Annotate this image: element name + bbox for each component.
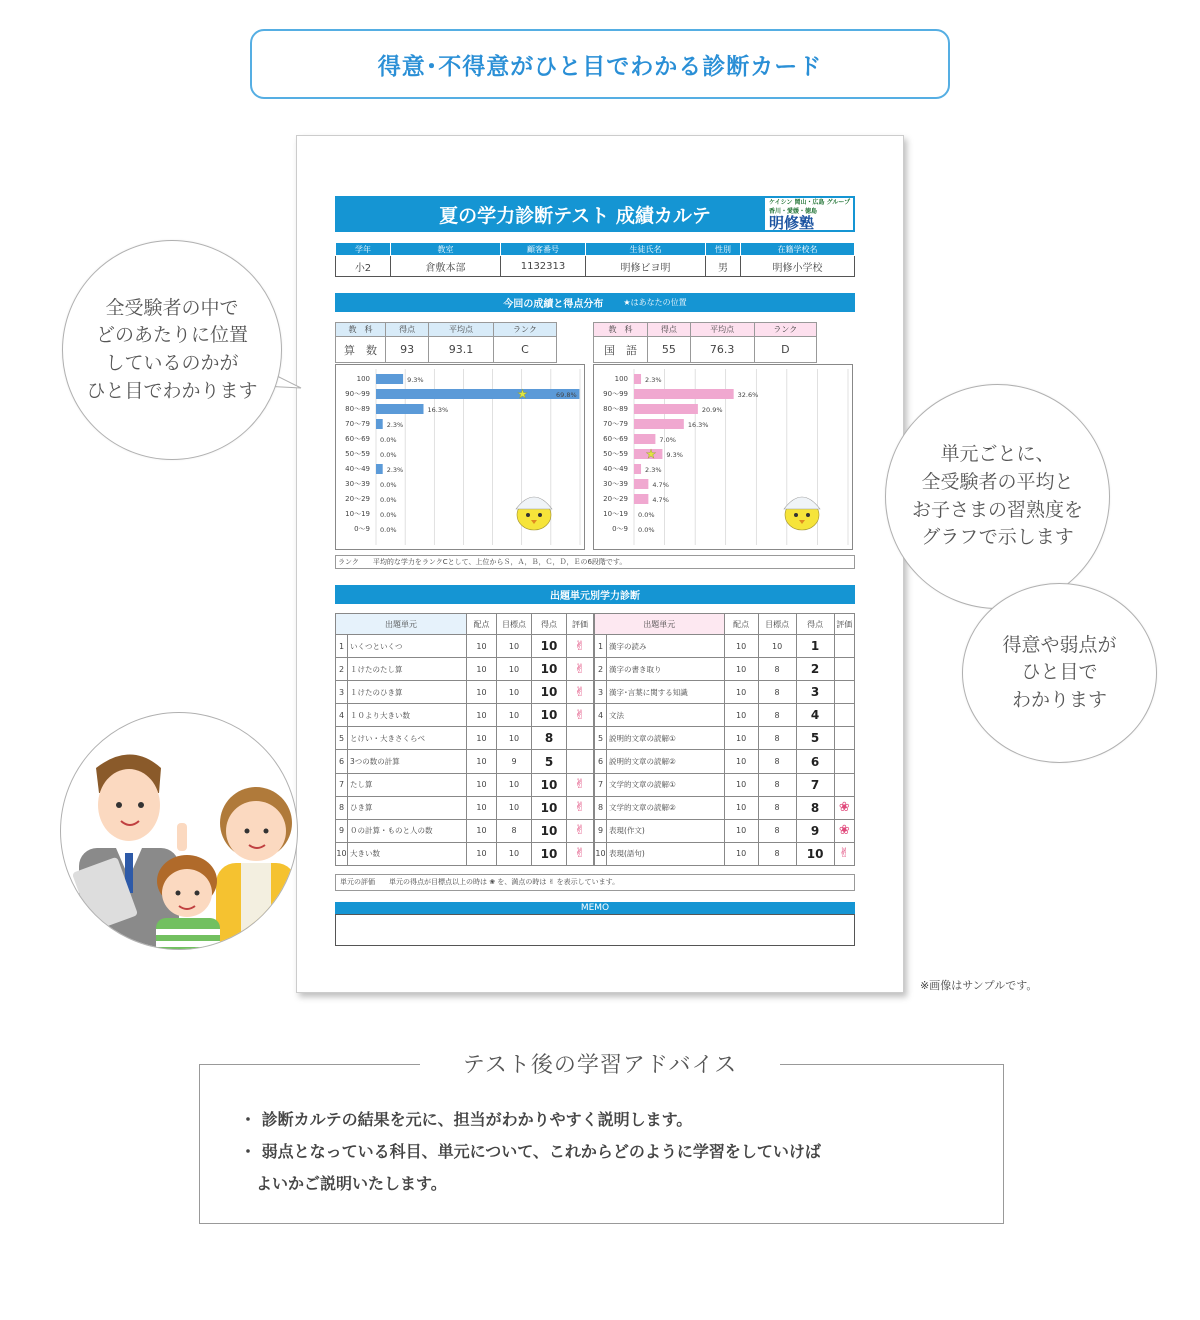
- math-unit-goal: 10: [497, 842, 532, 865]
- chart-category-label: 80～89: [345, 405, 370, 413]
- math-unit-no: 5: [336, 727, 348, 750]
- chart-bar: [376, 419, 383, 429]
- lang-unit-name: 説明的文章の読解①: [607, 727, 725, 750]
- info-gender: 男: [706, 256, 741, 277]
- lang-unit-score: 8: [796, 796, 834, 819]
- advice-line-1: ・ 診断カルテの結果を元に、担当がわかりやすく説明します。: [240, 1110, 693, 1129]
- lang-unit-ev: [834, 635, 854, 658]
- math-unit-row: [336, 681, 594, 704]
- chart-category-label: 60～69: [345, 435, 370, 443]
- distribution-title: 今回の成績と得点分布: [503, 299, 604, 310]
- lang-unit-score: 6: [796, 750, 834, 773]
- chart-data-label: 4.7%: [652, 496, 669, 504]
- unit-header: 評価: [834, 614, 854, 635]
- info-school: 明修小学校: [741, 256, 855, 277]
- chick-eye: [794, 513, 798, 517]
- chart-data-label: 2.3%: [645, 376, 662, 384]
- math-unit-goal: 10: [497, 658, 532, 681]
- lang-unit-pts: 10: [724, 796, 758, 819]
- math-unit-name: とけい・大きさくらべ: [348, 727, 467, 750]
- chart-bar: [634, 494, 648, 504]
- math-unit-no: 6: [336, 750, 348, 773]
- math-unit-row: [336, 704, 594, 727]
- math-distribution-chart: [335, 364, 585, 550]
- lang-unit-ev: ❀: [834, 819, 854, 842]
- chart-data-label: 2.3%: [386, 421, 404, 429]
- chart-category-label: 0～9: [612, 525, 628, 533]
- chick-eye: [806, 513, 810, 517]
- unit-header: 目標点: [497, 614, 532, 635]
- chart-data-label: 0.0%: [380, 511, 397, 519]
- info-student-name: 明修ビヨ明: [586, 256, 706, 277]
- lang-unit-ev: [834, 750, 854, 773]
- lang-unit-table: [594, 613, 855, 866]
- math-rank: C: [493, 337, 556, 363]
- chart-bar: [634, 434, 655, 444]
- math-unit-no: 2: [336, 658, 348, 681]
- lang-unit-no: 6: [595, 750, 607, 773]
- lang-chart-svg: [594, 365, 852, 549]
- lang-score-table: [593, 322, 817, 363]
- lang-unit-pts: 10: [724, 727, 758, 750]
- advice-box: [199, 1064, 1004, 1224]
- math-unit-ev: [567, 750, 594, 773]
- lang-unit-goal: 8: [758, 819, 796, 842]
- lang-unit-pts: 10: [724, 681, 758, 704]
- chart-category-label: 50～59: [603, 450, 628, 458]
- chart-bar: [376, 464, 383, 474]
- chart-data-label: 9.3%: [666, 451, 683, 459]
- score-header: 得点: [648, 323, 691, 337]
- math-unit-pts: 10: [467, 681, 497, 704]
- chart-bar: [634, 464, 641, 474]
- score-header: 平均点: [429, 323, 494, 337]
- right-bubble-strengths: [962, 583, 1157, 763]
- lang-unit-no: 3: [595, 681, 607, 704]
- math-unit-goal: 10: [497, 635, 532, 658]
- chart-bar: [376, 374, 403, 384]
- math-unit-pts: 10: [467, 796, 497, 819]
- math-unit-name: たし算: [348, 773, 467, 796]
- chart-category-label: 20～29: [345, 495, 370, 503]
- lang-unit-row: [595, 842, 855, 865]
- lang-unit-no: 7: [595, 773, 607, 796]
- info-header: 顧客番号: [501, 243, 586, 256]
- chart-data-label: 16.3%: [427, 406, 449, 414]
- math-unit-name: 3つの数の計算: [348, 750, 467, 773]
- lang-average: 76.3: [690, 337, 754, 363]
- lang-unit-goal: 8: [758, 842, 796, 865]
- info-header: 在籍学校名: [741, 243, 855, 256]
- unit-header: 配点: [724, 614, 758, 635]
- math-unit-score: 10: [532, 819, 567, 842]
- chart-bar: [376, 404, 424, 414]
- info-header: 性別: [706, 243, 741, 256]
- lang-unit-goal: 8: [758, 750, 796, 773]
- lang-unit-pts: 10: [724, 704, 758, 727]
- lang-unit-row: [595, 819, 855, 842]
- score-header: 平均点: [690, 323, 754, 337]
- math-unit-name: いくつといくつ: [348, 635, 467, 658]
- lang-unit-pts: 10: [724, 635, 758, 658]
- score-header: ランク: [493, 323, 556, 337]
- lang-unit-name: 文学的文章の読解①: [607, 773, 725, 796]
- chart-bar: [634, 419, 684, 429]
- lang-unit-row: [595, 704, 855, 727]
- math-unit-no: 1: [336, 635, 348, 658]
- karte-header: [335, 196, 855, 232]
- chart-data-label: 0.0%: [380, 436, 397, 444]
- logo-small-text: ケイシン 岡山・広島 グループ 香川・愛媛・徳島: [769, 199, 851, 215]
- chart-category-label: 40～49: [603, 465, 628, 473]
- lang-unit-ev: ❀: [834, 796, 854, 819]
- lang-unit-name: 文法: [607, 704, 725, 727]
- report-sheet: [296, 135, 904, 993]
- lang-unit-goal: 8: [758, 727, 796, 750]
- lang-unit-no: 2: [595, 658, 607, 681]
- unit-header: 得点: [796, 614, 834, 635]
- math-unit-score: 8: [532, 727, 567, 750]
- lang-unit-score: 3: [796, 681, 834, 704]
- lang-rank: D: [754, 337, 816, 363]
- math-unit-score: 10: [532, 773, 567, 796]
- math-unit-no: 9: [336, 819, 348, 842]
- math-unit-pts: 10: [467, 635, 497, 658]
- lang-unit-name: 漢字の読み: [607, 635, 725, 658]
- lang-unit-no: 4: [595, 704, 607, 727]
- math-unit-score: 10: [532, 796, 567, 819]
- score-header: 教 科: [594, 323, 648, 337]
- lang-unit-ev: [834, 658, 854, 681]
- math-unit-ev: ✌: [567, 635, 594, 658]
- advice-line-3: よいかご説明いたします。: [256, 1174, 447, 1193]
- chart-data-label: 20.9%: [701, 406, 723, 414]
- info-class: 倉敷本部: [391, 256, 501, 277]
- math-unit-pts: 10: [467, 750, 497, 773]
- chart-data-label: 0.0%: [380, 451, 397, 459]
- lang-unit-score: 4: [796, 704, 834, 727]
- chick-eye: [526, 513, 530, 517]
- bubble-line: わかります: [1011, 688, 1107, 711]
- chart-category-label: 100: [614, 375, 628, 383]
- math-unit-pts: 10: [467, 819, 497, 842]
- math-unit-name: １０より大きい数: [348, 704, 467, 727]
- page-title: 得意･不得意がひと目でわかる診断カード: [377, 53, 823, 80]
- math-unit-score: 10: [532, 658, 567, 681]
- bubble-line: しているのかが: [105, 352, 239, 374]
- chart-category-label: 10～19: [603, 510, 628, 518]
- chart-star-marker: ★: [517, 387, 528, 401]
- math-unit-row: [336, 750, 594, 773]
- student-info-table: [335, 242, 855, 277]
- bubble-line: どのあたりに位置: [95, 324, 248, 347]
- math-unit-no: 7: [336, 773, 348, 796]
- lang-score: 55: [648, 337, 691, 363]
- lang-unit-name: 表現(作文): [607, 819, 725, 842]
- math-unit-no: 10: [336, 842, 348, 865]
- math-unit-ev: ✌: [567, 704, 594, 727]
- chart-data-label: 0.0%: [638, 526, 655, 534]
- chart-data-label: 0.0%: [638, 511, 655, 519]
- lang-unit-score: 5: [796, 727, 834, 750]
- lang-unit-name: 表現(語句): [607, 842, 725, 865]
- chart-category-label: 100: [356, 375, 370, 383]
- math-score: 93: [386, 337, 429, 363]
- score-header: 教 科: [336, 323, 386, 337]
- distribution-section-bar: [335, 293, 855, 312]
- math-unit-goal: 10: [497, 773, 532, 796]
- lang-unit-ev: [834, 704, 854, 727]
- chart-category-label: 70～79: [345, 420, 370, 428]
- math-unit-row: [336, 842, 594, 865]
- bubble-line: 得意や弱点が: [1002, 633, 1117, 656]
- unit-header: 配点: [467, 614, 497, 635]
- chick-shell: [516, 497, 552, 509]
- memo-box[interactable]: [335, 914, 855, 946]
- bubble-line: 単元ごとに、: [940, 443, 1055, 466]
- math-unit-goal: 8: [497, 819, 532, 842]
- chart-data-label: 0.0%: [380, 526, 397, 534]
- math-unit-name: 大きい数: [348, 842, 467, 865]
- lang-subject: 国 語: [594, 337, 648, 363]
- lang-unit-goal: 8: [758, 773, 796, 796]
- math-unit-ev: ✌: [567, 773, 594, 796]
- math-unit-score: 10: [532, 635, 567, 658]
- karte-title: 夏の学力診断テスト 成績カルテ: [439, 204, 711, 227]
- chart-category-label: 30～39: [603, 480, 628, 488]
- chart-category-label: 40～49: [345, 465, 370, 473]
- info-grade: 小2: [336, 256, 391, 277]
- chart-category-label: 60～69: [603, 435, 628, 443]
- lang-unit-ev: ✌: [834, 842, 854, 865]
- page-title-box: [250, 29, 950, 99]
- math-unit-ev: ✌: [567, 658, 594, 681]
- math-unit-ev: ✌: [567, 796, 594, 819]
- unit-header: 評価: [567, 614, 594, 635]
- chart-category-label: 10～19: [345, 510, 370, 518]
- memo-bar: MEMO: [335, 902, 855, 914]
- score-header: 得点: [386, 323, 429, 337]
- math-unit-ev: [567, 727, 594, 750]
- advice-title: テスト後の学習アドバイス: [420, 1048, 780, 1079]
- chart-bar: [634, 404, 698, 414]
- chart-data-label: 4.7%: [652, 481, 669, 489]
- unit-header: 出題単元: [595, 614, 725, 635]
- lang-distribution-chart: [593, 364, 853, 550]
- chick-shell: [784, 497, 820, 509]
- chart-data-label: 7.0%: [659, 436, 676, 444]
- math-unit-row: [336, 796, 594, 819]
- math-unit-pts: 10: [467, 773, 497, 796]
- lang-unit-row: [595, 727, 855, 750]
- math-average: 93.1: [429, 337, 494, 363]
- math-unit-pts: 10: [467, 727, 497, 750]
- chart-data-label: 69.8%: [556, 391, 577, 399]
- lang-unit-no: 9: [595, 819, 607, 842]
- math-unit-score: 10: [532, 842, 567, 865]
- math-unit-row: [336, 635, 594, 658]
- info-header: 教室: [391, 243, 501, 256]
- advice-line-2: ・ 弱点となっている科目、単元について、これからどのように学習をしていけば: [240, 1142, 821, 1161]
- chart-category-label: 90～99: [345, 390, 370, 398]
- lang-unit-ev: [834, 727, 854, 750]
- math-unit-row: [336, 773, 594, 796]
- math-unit-goal: 10: [497, 796, 532, 819]
- math-unit-name: ひき算: [348, 796, 467, 819]
- chart-data-label: 9.3%: [407, 376, 424, 384]
- school-logo: [765, 198, 853, 230]
- math-unit-score: 10: [532, 704, 567, 727]
- lang-unit-row: [595, 635, 855, 658]
- bubble-line: 全受験者の平均と: [921, 470, 1074, 493]
- right-bubble-units: [885, 384, 1110, 609]
- math-unit-name: １けたのひき算: [348, 681, 467, 704]
- unit-section-bar: [335, 585, 855, 604]
- chart-data-label: 2.3%: [386, 466, 404, 474]
- math-unit-ev: ✌: [567, 842, 594, 865]
- chart-category-label: 70～79: [603, 420, 628, 428]
- left-bubble: [62, 240, 282, 460]
- chart-data-label: 16.3%: [687, 421, 709, 429]
- lang-unit-score: 10: [796, 842, 834, 865]
- lang-unit-goal: 8: [758, 681, 796, 704]
- lang-unit-score: 2: [796, 658, 834, 681]
- chart-category-label: 80～89: [603, 405, 628, 413]
- math-unit-goal: 10: [497, 727, 532, 750]
- chart-star-marker: ★: [645, 447, 657, 461]
- lang-unit-ev: [834, 773, 854, 796]
- lang-unit-pts: 10: [724, 750, 758, 773]
- lang-unit-row: [595, 658, 855, 681]
- lang-unit-no: 10: [595, 842, 607, 865]
- lang-unit-score: 1: [796, 635, 834, 658]
- math-unit-pts: 10: [467, 658, 497, 681]
- math-unit-name: １けたのたし算: [348, 658, 467, 681]
- family-image: [61, 713, 298, 950]
- chick-eye: [538, 513, 542, 517]
- lang-unit-name: 文学的文章の読解②: [607, 796, 725, 819]
- math-unit-goal: 10: [497, 681, 532, 704]
- logo-name: 明修塾: [769, 214, 815, 232]
- bubble-line: 全受験者の中で: [105, 296, 239, 319]
- evaluation-note: 単元の評価 単元の得点が目標点以上の時は ❀ を、満点の時は ✌ を表示しています。: [335, 874, 855, 891]
- lang-unit-name: 漢字･言葉に関する知識: [607, 681, 725, 704]
- chart-category-label: 0～9: [354, 525, 370, 533]
- lang-unit-goal: 8: [758, 658, 796, 681]
- math-unit-pts: 10: [467, 704, 497, 727]
- unit-header: 得点: [532, 614, 567, 635]
- lang-unit-row: [595, 796, 855, 819]
- bubble-line: ひと目でわかります: [86, 379, 258, 402]
- chart-category-label: 90～99: [603, 390, 628, 398]
- unit-header: 出題単元: [336, 614, 467, 635]
- math-unit-goal: 9: [497, 750, 532, 773]
- chart-bar: [376, 389, 579, 399]
- math-unit-score: 10: [532, 681, 567, 704]
- math-unit-ev: ✌: [567, 681, 594, 704]
- math-unit-pts: 10: [467, 842, 497, 865]
- chart-data-label: 32.6%: [737, 391, 759, 399]
- lang-unit-pts: 10: [724, 819, 758, 842]
- bubble-line: お子さまの習熟度を: [911, 498, 1083, 521]
- lang-unit-name: 説明的文章の読解②: [607, 750, 725, 773]
- bubble-line: ひと目で: [1021, 661, 1098, 684]
- lang-unit-no: 1: [595, 635, 607, 658]
- star-note: ★はあなたの位置: [623, 298, 687, 307]
- lang-unit-goal: 8: [758, 704, 796, 727]
- math-unit-no: 8: [336, 796, 348, 819]
- chart-category-label: 30～39: [345, 480, 370, 488]
- bubble-line: グラフで示します: [921, 526, 1074, 549]
- info-header: 学年: [336, 243, 391, 256]
- chart-category-label: 50～59: [345, 450, 370, 458]
- lang-unit-row: [595, 750, 855, 773]
- unit-section-title: 出題単元別学力診断: [550, 591, 640, 602]
- math-chart-svg: [336, 365, 584, 549]
- lang-unit-pts: 10: [724, 842, 758, 865]
- lang-unit-goal: 10: [758, 635, 796, 658]
- math-unit-name: ０の計算・ものと人の数: [348, 819, 467, 842]
- chart-bar: [634, 479, 648, 489]
- lang-unit-row: [595, 773, 855, 796]
- lang-unit-pts: 10: [724, 658, 758, 681]
- info-customer-no: 1132313: [501, 256, 586, 277]
- chart-data-label: 2.3%: [645, 466, 662, 474]
- chart-data-label: 0.0%: [380, 481, 397, 489]
- lang-unit-no: 5: [595, 727, 607, 750]
- lang-unit-score: 7: [796, 773, 834, 796]
- lang-unit-no: 8: [595, 796, 607, 819]
- info-header: 生徒氏名: [586, 243, 706, 256]
- chart-data-label: 0.0%: [380, 496, 397, 504]
- lang-unit-name: 漢字の書き取り: [607, 658, 725, 681]
- math-subject: 算 数: [336, 337, 386, 363]
- family-illustration: [60, 712, 298, 950]
- lang-unit-ev: [834, 681, 854, 704]
- unit-header: 目標点: [758, 614, 796, 635]
- math-score-table: [335, 322, 557, 363]
- lang-unit-score: 9: [796, 819, 834, 842]
- rank-note: ランク 平均的な学力をランクCとして、上位からＳ，Ａ，Ｂ，Ｃ，Ｄ，Ｅの6段階です。: [335, 555, 855, 569]
- lang-unit-goal: 8: [758, 796, 796, 819]
- lang-unit-pts: 10: [724, 773, 758, 796]
- math-unit-row: [336, 819, 594, 842]
- lang-unit-row: [595, 681, 855, 704]
- math-unit-no: 4: [336, 704, 348, 727]
- math-unit-score: 5: [532, 750, 567, 773]
- math-unit-table: [335, 613, 594, 866]
- math-unit-ev: ✌: [567, 819, 594, 842]
- chart-category-label: 20～29: [603, 495, 628, 503]
- sample-note: ※画像はサンプルです。: [920, 979, 1038, 992]
- report-inner: [335, 196, 855, 913]
- chart-bar: [634, 374, 641, 384]
- math-unit-row: [336, 727, 594, 750]
- math-unit-goal: 10: [497, 704, 532, 727]
- score-header: ランク: [754, 323, 816, 337]
- math-unit-no: 3: [336, 681, 348, 704]
- math-unit-row: [336, 658, 594, 681]
- chart-bar: [634, 389, 734, 399]
